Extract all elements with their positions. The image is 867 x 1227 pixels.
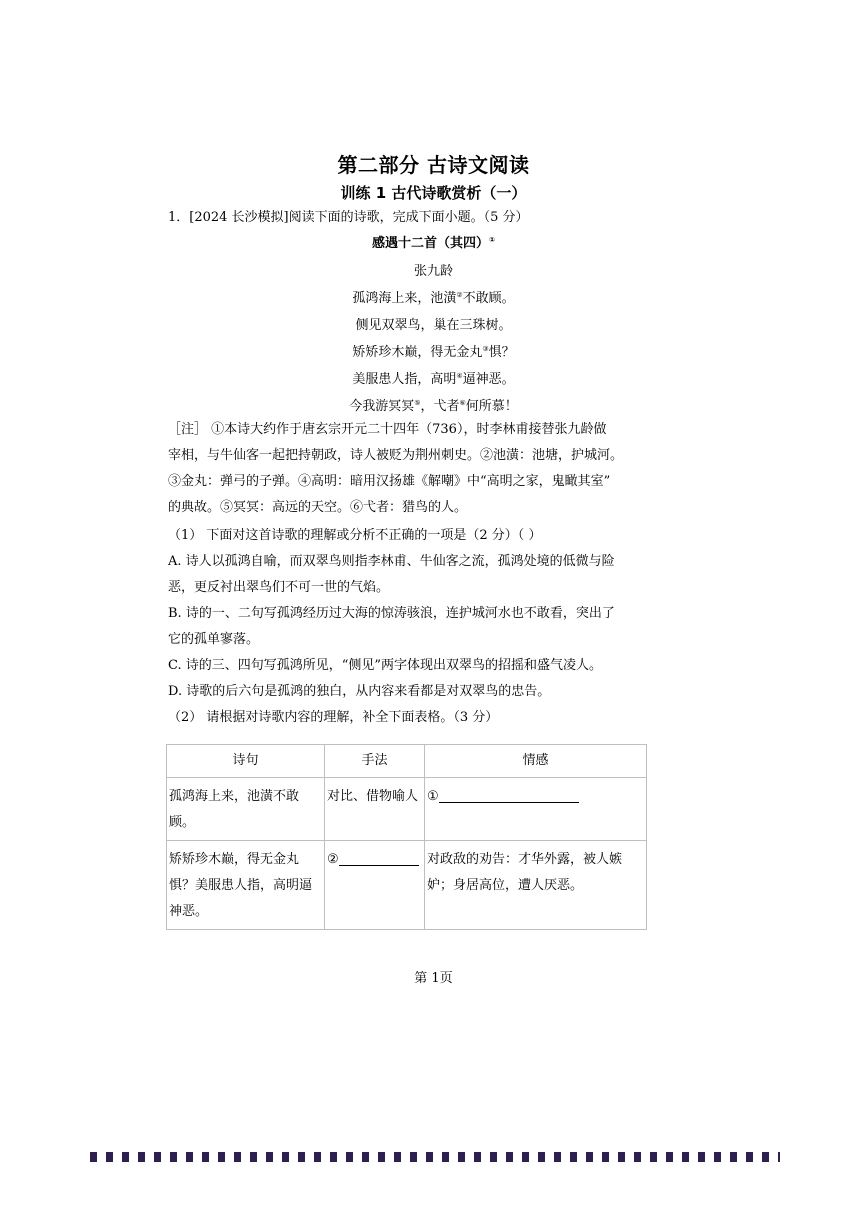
poem-title (0, 232, 867, 251)
blank-number: ② (327, 852, 339, 867)
emotion-cell (425, 778, 647, 841)
question-2-stem: （2） 请根据对诗歌内容的理解，补全下面表格。（3 分） (168, 710, 499, 725)
poem-line: 今我游冥冥⑤，弋者⑥何所慕！ (349, 399, 518, 414)
option-a[interactable]: A. 诗人以孤鸿自喻，而双翠鸟则指李林甫、牛仙客之流，孤鸿处境的低微与险 (168, 554, 615, 569)
poem-title-note-mark: ① (489, 236, 495, 244)
note-mark: ④ (456, 372, 463, 380)
note-line: 宰相，与牛仙客一起把持朝政，诗人被贬为荆州刺史。②池潢：池塘，护城河。 (168, 448, 624, 463)
section-title: 训练 1 古代诗歌赏析（一） (340, 184, 527, 202)
header-verse: 诗句 (167, 745, 325, 778)
page-number: 第 1页 (414, 971, 453, 986)
note-mark: ③ (482, 345, 489, 353)
verse-cell: 孤鸿海上来，池潢不敢 顾。 (167, 778, 325, 841)
question-intro: 1．[2024 长沙模拟]阅读下面的诗歌，完成下面小题。（5 分） (168, 210, 529, 225)
poem-line: 孤鸿海上来，池潢②不敢顾。 (352, 291, 515, 306)
answer-blank-2[interactable] (339, 851, 419, 866)
option-a-cont: 恶，更反衬出翠鸟们不可一世的气焰。 (168, 580, 390, 595)
header-method: 手法 (325, 745, 425, 778)
table-row (167, 841, 647, 930)
note-mark: ② (456, 291, 463, 299)
answer-blank-1[interactable] (439, 788, 579, 803)
emotion-cell: 对政敌的劝告：才华外露，被人嫉 妒；身居高位，遭人厌恶。 (425, 841, 647, 930)
answer-table (166, 744, 647, 930)
option-b-cont: 它的孤单寥落。 (168, 632, 260, 647)
poem-author: 张九龄 (413, 264, 453, 279)
part-title: 第二部分 古诗文阅读 (337, 153, 530, 177)
option-c[interactable]: C. 诗的三、四句写孤鸿所见，“侧见”两字体现出双翠鸟的招摇和盛气凌人。 (168, 658, 603, 673)
note-mark: ⑤ (414, 399, 421, 407)
note-line: ［注］ ①本诗大约作于唐玄宗开元二十四年（736），时李林甫接替张九龄做 (168, 422, 607, 437)
note-line: 的典故。⑤冥冥：高远的天空。⑥弋者：猎鸟的人。 (168, 500, 468, 515)
poem-line: 矫矫珍木巅，得无金丸③惧？ (352, 345, 515, 360)
option-b[interactable]: B. 诗的一、二句写孤鸿经历过大海的惊涛骇浪，连护城河水也不敢看，突出了 (168, 606, 615, 621)
poem-line: 美服患人指，高明④逼神恶。 (352, 372, 515, 387)
method-cell (325, 841, 425, 930)
question-1 (168, 523, 653, 731)
poem-line: 侧见双翠鸟，巢在三珠树。 (355, 318, 512, 333)
annotation-note (168, 417, 653, 521)
note-mark: ⑥ (459, 399, 466, 407)
method-cell: 对比、借物喻人 (325, 778, 425, 841)
table-header-row (167, 745, 647, 778)
question-1-stem: （1） 下面对这首诗歌的理解或分析不正确的一项是（2 分）（ ） (168, 528, 542, 543)
header-emotion: 情感 (425, 745, 647, 778)
cut-line-divider (90, 1152, 780, 1162)
table-row (167, 778, 647, 841)
option-d[interactable]: D. 诗歌的后六句是孤鸿的独白，从内容来看都是对双翠鸟的忠告。 (168, 684, 551, 699)
blank-number: ① (427, 789, 439, 804)
poem-title-text: 感遇十二首（其四） (372, 236, 490, 251)
note-line: ③金丸：弹弓的子弹。④高明：暗用汉扬雄《解嘲》中“高明之家，鬼瞰其室” (168, 474, 611, 489)
verse-cell: 矫矫珍木巅，得无金丸 惧？美服患人指，高明逼 神恶。 (167, 841, 325, 930)
